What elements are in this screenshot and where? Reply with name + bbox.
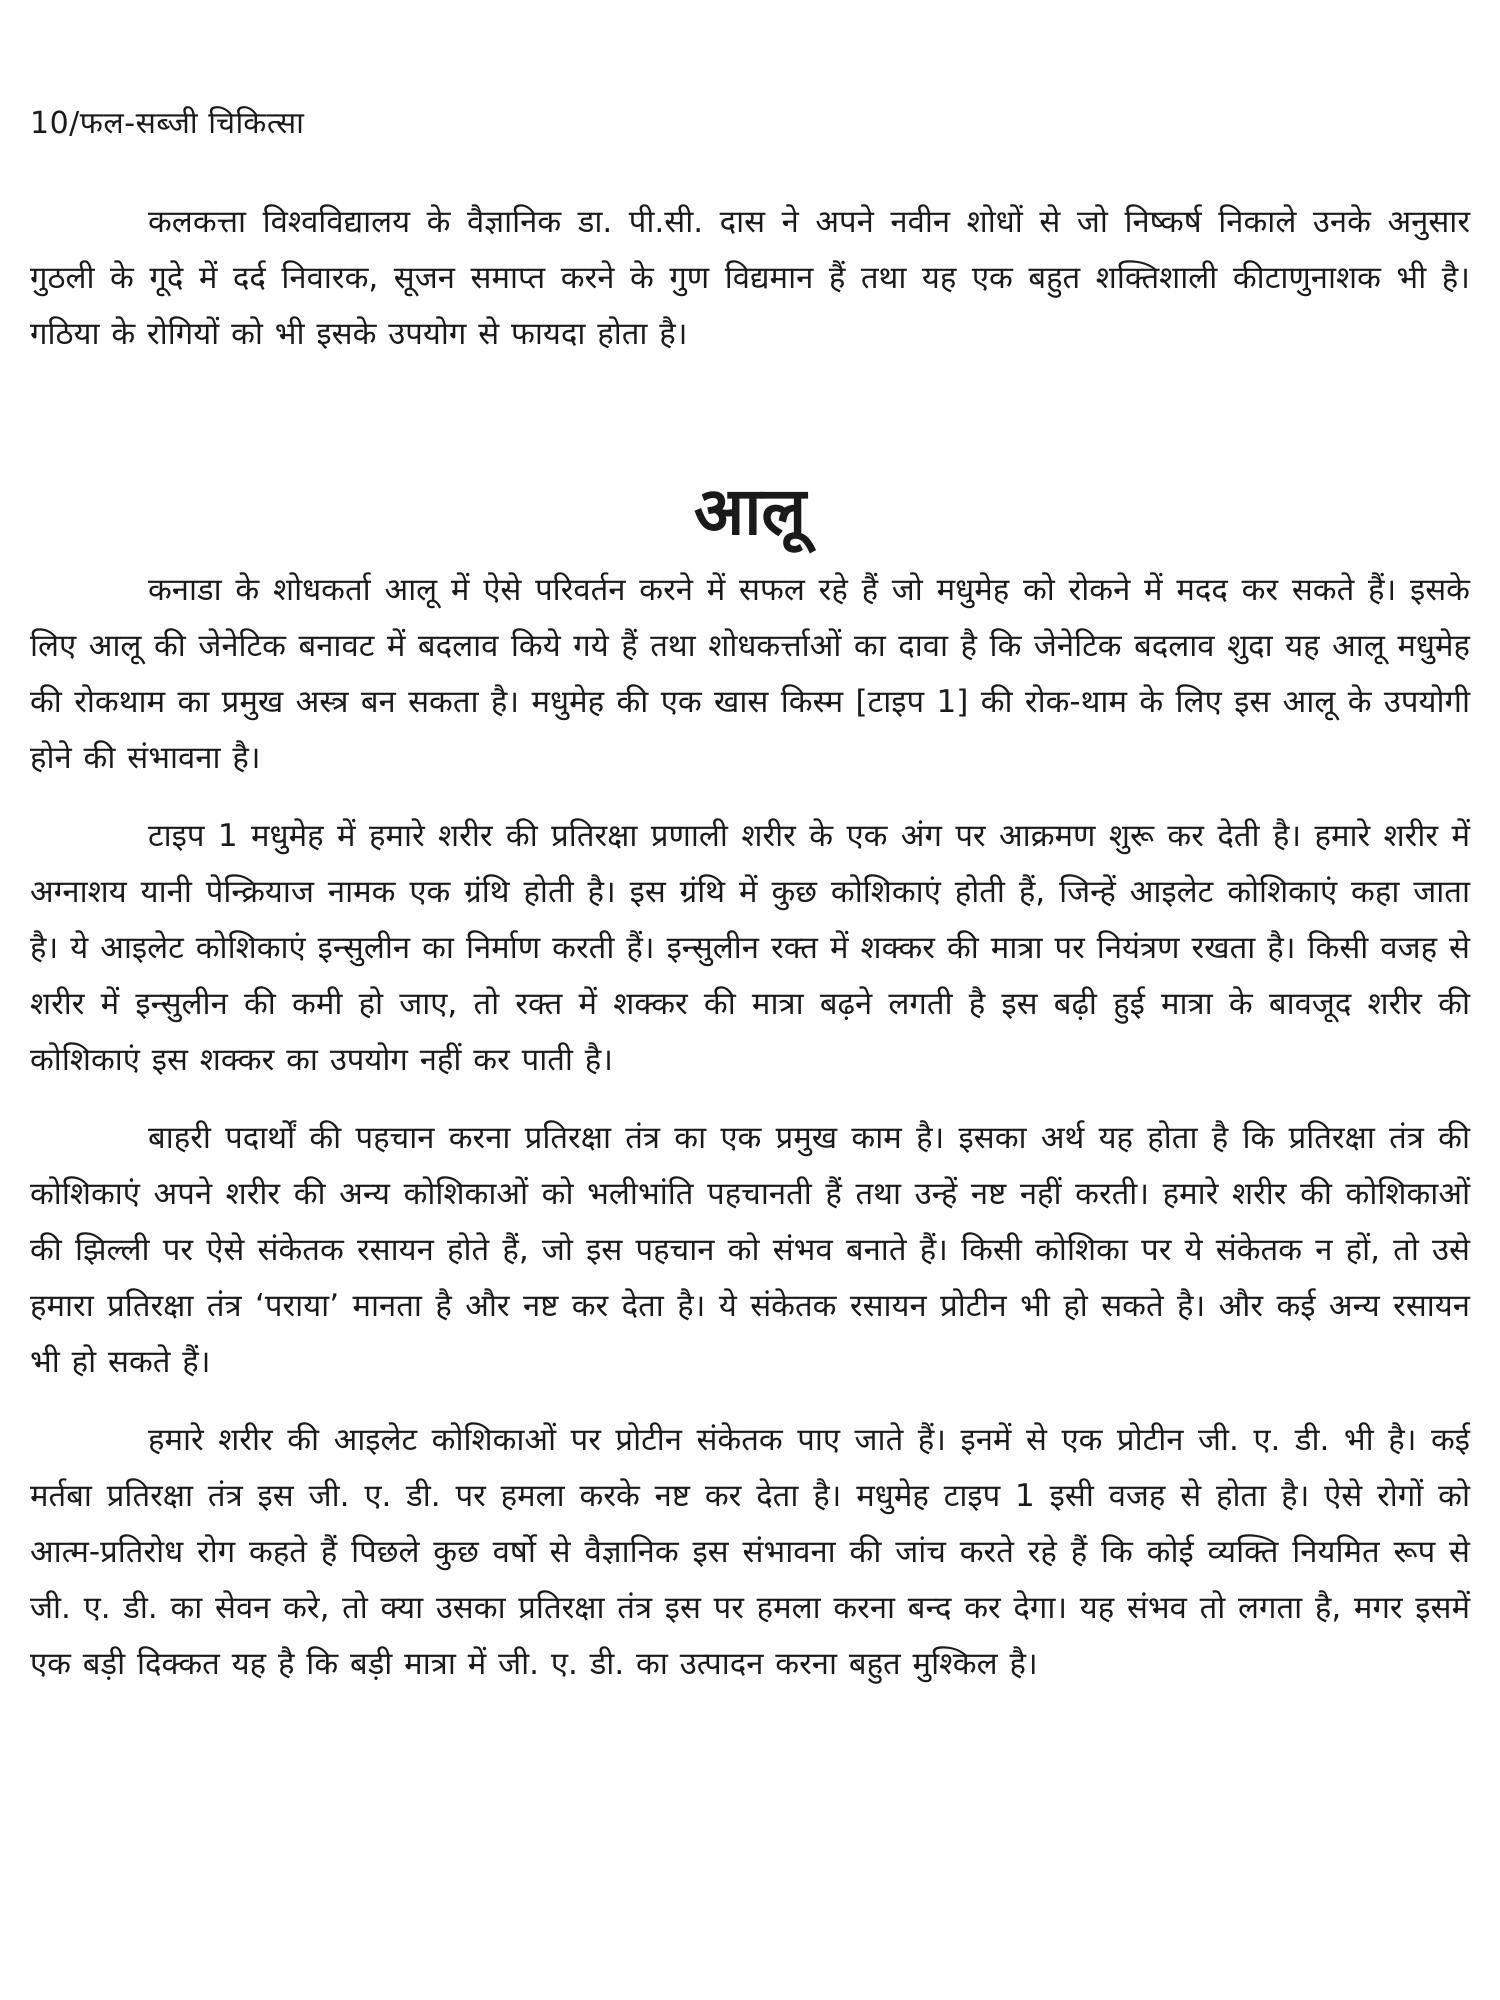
section-heading: आलू [693,473,807,550]
running-head: 10/फल-सब्जी चिकित्सा [30,106,305,141]
body-paragraph-4: हमारे शरीर की आइलेट कोशिकाओं पर प्रोटीन संकेतक पाए जाते हैं। इनमें से एक प्रोटीन जी. ए. डी. भी है। कई मर्तबा प्रतिरक्षा तंत्र इस जी. ए. डी. पर हमला करके नष्ट कर देता है। मधुमेह टाइप 1 इसी वजह से होता है। ऐसे रोगों को आत्म-प्रतिरोध रोग कहते हैं पिछले कुछ वर्षो से वैज्ञानिक इस संभावना की जांच करते रहे हैं कि कोई व्यक्ति नियमित रूप से जी. ए. डी. का सेवन करे, तो क्या उसका प्रतिरक्षा तंत्र इस पर हमला करना बन्द कर देगा। यह संभव तो लगता है, मगर इसमें एक बड़ी दिक्कत यह है कि बड़ी मात्रा में जी. ए. डी. का उत्पादन करना बहुत मुश्किल है। [30,1422,1470,1682]
body-paragraph-3: बाहरी पदार्थों की पहचान करना प्रतिरक्षा तंत्र का एक प्रमुख काम है। इसका अर्थ यह होता है कि प्रतिरक्षा तंत्र की कोशिकाएं अपने शरीर की अन्य कोशिकाओं को भलीभांति पहचानती हैं तथा उन्हें नष्ट नहीं करती। हमारे शरीर की कोशिकाओं की झिल्ली पर ऐसे संकेतक रसायन होते हैं, जो इस पहचान को संभव बनाते हैं। किसी कोशिका पर ये संकेतक न हों, तो उसे हमारा प्रतिरक्षा तंत्र ‘पराया’ मानता है और नष्ट कर देता है। ये संकेतक रसायन प्रोटीन भी हो सकते है। और कई अन्य रसायन भी हो सकते हैं। [30,1120,1470,1380]
intro-paragraph: कलकत्ता विश्वविद्यालय के वैज्ञानिक डा. पी.सी. दास ने अपने नवीन शोधों से जो निष्कर्ष निकाले उनके अनुसार गुठली के गूदे में दर्द निवारक, सूजन समाप्त करने के गुण विद्यमान हैं तथा यह एक बहुत शक्तिशाली कीटाणुनाशक भी है। गठिया के रोगियों को भी इसके उपयोग से फायदा होता है। [30,204,1470,352]
body-paragraph-1: कनाडा के शोधकर्ता आलू में ऐसे परिवर्तन करने में सफल रहे हैं जो मधुमेह को रोकने में मदद कर सकते हैं। इसके लिए आलू की जेनेटिक बनावट में बदलाव किये गये हैं तथा शोधकर्त्ताओं का दावा है कि जेनेटिक बदलाव शुदा यह आलू मधुमेह की रोकथाम का प्रमुख अस्त्र बन सकता है। मधुमेह की एक खास किस्म [टाइप 1] की रोक-थाम के लिए इस आलू के उपयोगी होने की संभावना है। [30,572,1470,776]
body-paragraph-2: टाइप 1 मधुमेह में हमारे शरीर की प्रतिरक्षा प्रणाली शरीर के एक अंग पर आक्रमण शुरू कर देती है। हमारे शरीर में अग्नाशय यानी पेन्क्रियाज नामक एक ग्रंथि होती है। इस ग्रंथि में कुछ कोशिकाएं होती हैं, जिन्हें आइलेट कोशिकाएं कहा जाता है। ये आइलेट कोशिकाएं इन्सुलीन का निर्माण करती हैं। इन्सुलीन रक्त में शक्कर की मात्रा पर नियंत्रण रखता है। किसी वजह से शरीर में इन्सुलीन की कमी हो जाए, तो रक्त में शक्कर की मात्रा बढ़ने लगती है इस बढ़ी हुई मात्रा के बावजूद शरीर की कोशिकाएं इस शक्कर का उपयोग नहीं कर पाती है। [30,818,1470,1078]
